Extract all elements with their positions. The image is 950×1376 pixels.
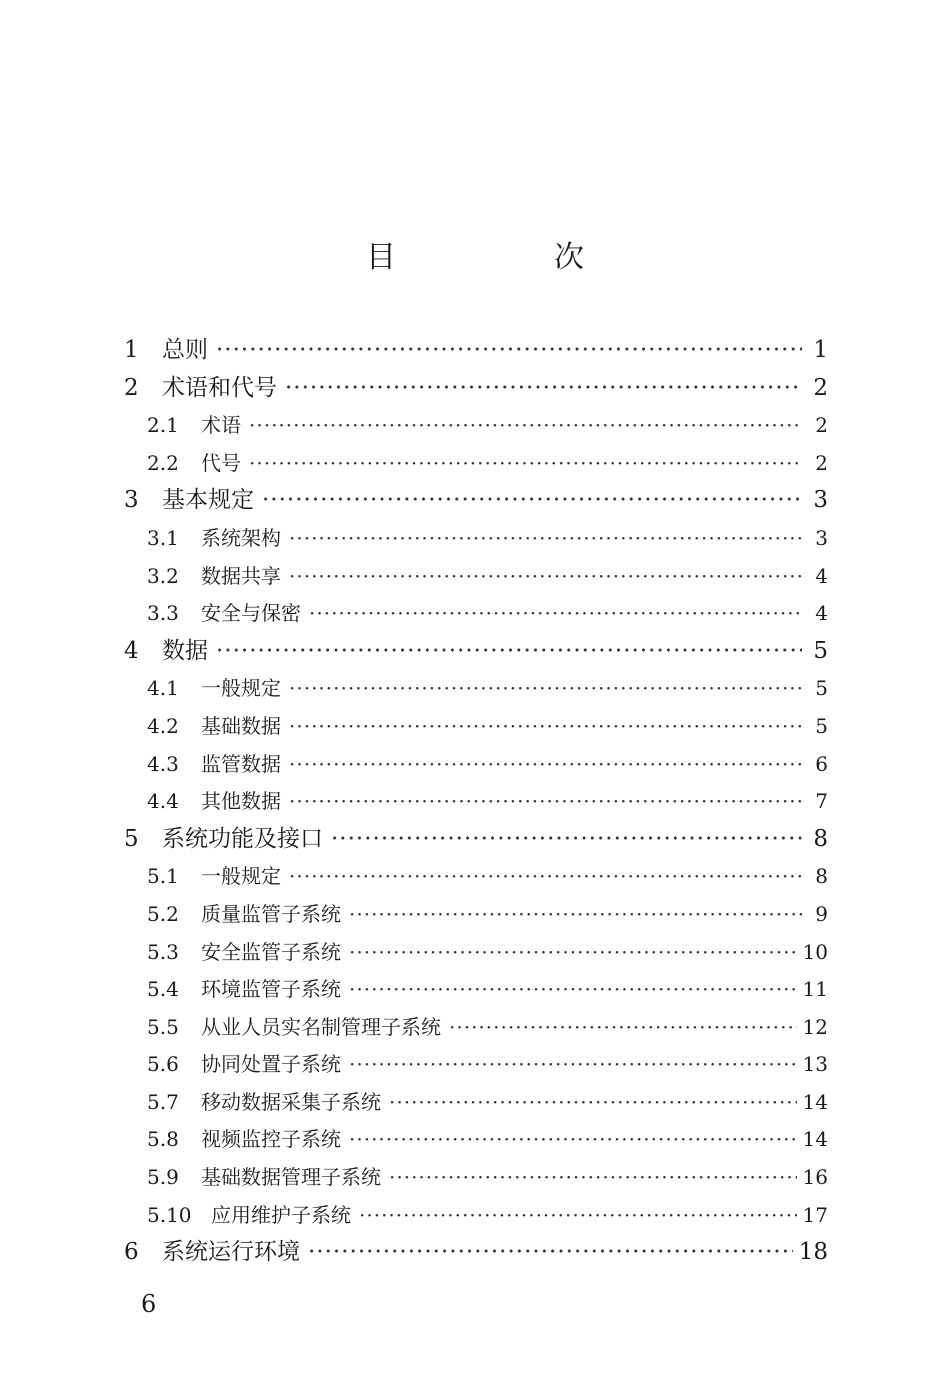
toc-entry-page: 14 <box>802 1089 828 1114</box>
toc-entry-page: 16 <box>802 1165 828 1190</box>
toc-entry-number: 4.4 <box>147 789 179 814</box>
dot-leader <box>309 595 802 633</box>
dot-leader <box>359 1197 797 1235</box>
toc-entry[interactable] <box>124 1084 828 1122</box>
toc-entry-number: 5.1 <box>147 864 179 889</box>
page-title: 目 次 <box>366 240 648 275</box>
toc-entry-page: 7 <box>815 789 828 814</box>
dot-leader <box>249 445 802 483</box>
dot-leader <box>349 934 797 972</box>
toc-entry-label: 协同处置子系统 <box>201 1052 341 1077</box>
toc-entry-label: 总则 <box>162 337 208 363</box>
toc-entry[interactable] <box>124 482 828 520</box>
toc-entry[interactable] <box>124 670 828 708</box>
toc-entry[interactable] <box>124 1046 828 1084</box>
dot-leader <box>289 746 802 784</box>
footer-page-number: 6 <box>141 1290 157 1318</box>
toc-entry-number: 5 <box>124 825 139 852</box>
toc-entry[interactable] <box>124 971 828 1009</box>
toc-entry-page: 6 <box>815 751 828 776</box>
toc-entry-number: 5.6 <box>147 1052 179 1077</box>
toc-entry[interactable] <box>124 407 828 445</box>
toc-entry-label: 数据共享 <box>201 563 281 588</box>
dot-leader <box>289 708 802 746</box>
toc-entry[interactable] <box>124 821 828 859</box>
toc-entry-label: 视频监控子系统 <box>201 1127 341 1152</box>
toc-entry-label: 术语和代号 <box>162 374 277 401</box>
toc-entry-number: 2 <box>124 374 139 401</box>
dot-leader <box>289 520 802 558</box>
toc-entry[interactable] <box>124 858 828 896</box>
toc-entry-page: 12 <box>802 1014 828 1039</box>
toc-entry-label: 系统运行环境 <box>162 1239 300 1266</box>
toc-entry-label: 环境监管子系统 <box>201 977 341 1002</box>
dot-leader <box>389 1159 797 1197</box>
dot-leader <box>289 858 802 896</box>
toc-entry[interactable] <box>124 370 828 408</box>
toc-entry-label: 术语 <box>201 413 241 438</box>
toc-entry-number: 3.3 <box>147 601 179 626</box>
toc-entry-number: 5.8 <box>147 1127 179 1152</box>
toc-entry-page: 5 <box>813 637 828 664</box>
toc-entry-label: 一般规定 <box>201 676 281 701</box>
toc-entry-number: 4 <box>124 637 139 664</box>
toc-entry-label: 质量监管子系统 <box>201 901 341 926</box>
dot-leader <box>216 633 802 671</box>
dot-leader <box>289 558 802 596</box>
toc-entry-number: 4.3 <box>147 751 179 776</box>
toc-entry[interactable] <box>124 1121 828 1159</box>
toc-entry-page: 1 <box>813 337 828 363</box>
toc-entry[interactable] <box>124 1159 828 1197</box>
dot-leader <box>349 1121 797 1159</box>
toc-entry[interactable] <box>124 896 828 934</box>
dot-leader <box>249 407 802 445</box>
dot-leader <box>449 1009 797 1047</box>
toc-entry[interactable] <box>124 783 828 821</box>
toc-entry-number: 5.5 <box>147 1014 179 1039</box>
toc-entry-label: 从业人员实名制管理子系统 <box>201 1014 441 1039</box>
toc-entry-page: 8 <box>813 825 828 852</box>
dot-leader <box>216 332 802 370</box>
dot-leader <box>349 896 802 934</box>
toc-entry-label: 代号 <box>201 450 241 475</box>
toc-entry-page: 4 <box>815 563 828 588</box>
table-of-contents <box>124 332 828 1272</box>
toc-entry-page: 14 <box>802 1127 828 1152</box>
toc-entry-label: 移动数据采集子系统 <box>201 1089 381 1114</box>
toc-entry-number: 1 <box>124 337 139 363</box>
toc-entry-page: 3 <box>813 487 828 514</box>
toc-entry[interactable] <box>124 633 828 671</box>
toc-entry-label: 基础数据 <box>201 713 281 738</box>
dot-leader <box>349 1046 797 1084</box>
toc-entry-label: 系统架构 <box>201 525 281 550</box>
toc-entry-page: 8 <box>815 864 828 889</box>
dot-leader <box>389 1084 797 1122</box>
toc-entry-label: 安全与保密 <box>201 601 301 626</box>
dot-leader <box>349 971 797 1009</box>
toc-entry-page: 3 <box>815 525 828 550</box>
toc-entry-page: 13 <box>802 1052 828 1077</box>
toc-entry-page: 2 <box>813 374 828 401</box>
toc-entry-number: 3 <box>124 487 139 514</box>
toc-entry[interactable] <box>124 520 828 558</box>
toc-entry-number: 4.2 <box>147 713 179 738</box>
toc-entry[interactable] <box>124 445 828 483</box>
toc-entry-label: 数据 <box>162 637 208 664</box>
toc-entry-page: 5 <box>815 713 828 738</box>
toc-entry-page: 9 <box>815 901 828 926</box>
toc-entry[interactable] <box>124 934 828 972</box>
dot-leader <box>331 821 802 859</box>
toc-entry-number: 5.10 <box>147 1202 192 1227</box>
toc-entry-label: 安全监管子系统 <box>201 939 341 964</box>
toc-entry-page: 5 <box>815 676 828 701</box>
toc-entry[interactable] <box>124 1197 828 1235</box>
toc-entry-page: 2 <box>815 450 828 475</box>
toc-entry-number: 4.1 <box>147 676 179 701</box>
toc-entry-label: 基本规定 <box>162 487 254 514</box>
toc-entry[interactable] <box>124 746 828 784</box>
toc-entry[interactable] <box>124 1009 828 1047</box>
toc-entry-page: 18 <box>798 1239 828 1266</box>
toc-entry-number: 2.2 <box>147 450 179 475</box>
toc-entry-page: 2 <box>815 413 828 438</box>
toc-entry-label: 系统功能及接口 <box>162 825 323 852</box>
dot-leader <box>308 1234 793 1272</box>
toc-entry[interactable] <box>124 595 828 633</box>
dot-leader <box>262 482 802 520</box>
toc-entry-label: 一般规定 <box>201 864 281 889</box>
toc-entry-number: 3.2 <box>147 563 179 588</box>
toc-entry-number: 3.1 <box>147 525 179 550</box>
toc-entry-number: 5.7 <box>147 1089 179 1114</box>
toc-entry-number: 2.1 <box>147 413 179 438</box>
toc-entry-number: 5.2 <box>147 901 179 926</box>
toc-entry-label: 基础数据管理子系统 <box>201 1165 381 1190</box>
toc-entry-label: 应用维护子系统 <box>211 1202 351 1227</box>
dot-leader <box>289 783 802 821</box>
toc-entry-number: 5.9 <box>147 1165 179 1190</box>
toc-entry-label: 监管数据 <box>201 751 281 776</box>
toc-entry-page: 17 <box>802 1202 828 1227</box>
toc-entry-number: 6 <box>124 1239 139 1266</box>
toc-entry-label: 其他数据 <box>201 789 281 814</box>
dot-leader <box>289 670 802 708</box>
toc-entry-page: 4 <box>815 601 828 626</box>
toc-entry-number: 5.3 <box>147 939 179 964</box>
toc-entry[interactable] <box>124 332 828 370</box>
toc-entry-page: 11 <box>802 977 828 1002</box>
toc-entry-number: 5.4 <box>147 977 179 1002</box>
toc-entry[interactable] <box>124 558 828 596</box>
toc-entry[interactable] <box>124 708 828 746</box>
dot-leader <box>285 370 802 408</box>
toc-entry-page: 10 <box>802 939 828 964</box>
toc-entry[interactable] <box>124 1234 828 1272</box>
